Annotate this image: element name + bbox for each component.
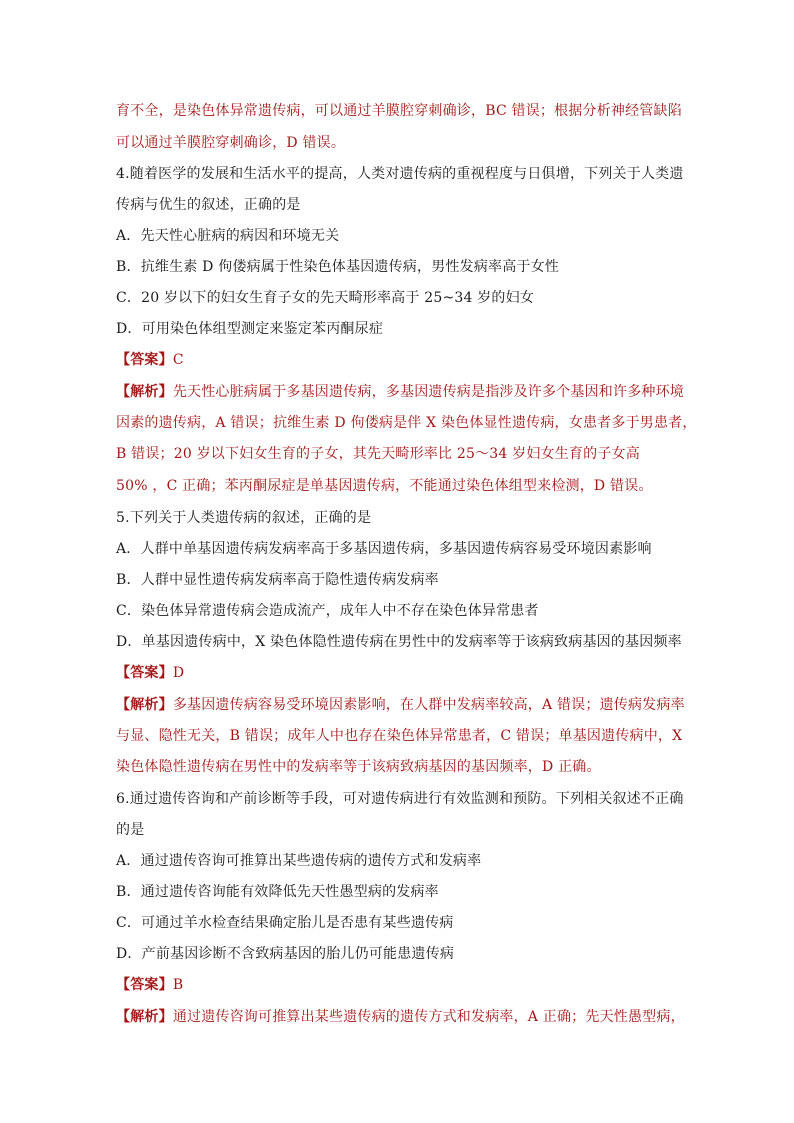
q5-answer-tag: 【答案】 — [116, 665, 173, 681]
q5-option-d: D．单基因遗传病中，X 染色体隐性遗传病在男性中的发病率等于该病致病基因的基因频率 — [116, 634, 682, 650]
q4-stem-line-2: 传病与优生的叙述，正确的是 — [116, 197, 301, 213]
q4-answer-value: C — [172, 352, 184, 368]
q6-answer-value: B — [172, 977, 184, 993]
q6-stem-line-1: 6.通过遗传咨询和产前诊断等手段，可对遗传病进行有效监测和预防。下列相关叙述不正确 — [116, 791, 684, 807]
q6-option-b: B．通过遗传咨询能有效降低先天性愚型病的发病率 — [116, 884, 439, 900]
q6-option-d: D．产前基因诊断不含致病基因的胎儿仍可能患遗传病 — [116, 946, 455, 962]
q4-answer-tag: 【答案】 — [116, 352, 173, 368]
q4-stem-line-1: 4.随着医学的发展和生活水平的提高，人类对遗传病的重视程度与日俱增，下列关于人类遗 — [116, 166, 684, 182]
q6-stem-line-2: 的是 — [116, 822, 145, 838]
q5-analysis-text-1: 多基因遗传病容易受环境因素影响，在人群中发病率较高，A 错误；遗传病发病率 — [172, 697, 685, 713]
q4-analysis-line-4: 50% ，C 正确；苯丙酮尿症是单基因遗传病，不能通过染色体组型来检测，D 错误。 — [116, 478, 653, 494]
q4-option-b: B．抗维生素 D 佝偻病属于性染色体基因遗传病，男性发病率高于女性 — [116, 259, 560, 275]
q5-option-c: C．染色体异常遗传病会造成流产，成年人中不存在染色体异常患者 — [116, 603, 539, 619]
q6-option-a: A．通过遗传咨询可推算出某些遗传病的遗传方式和发病率 — [116, 853, 482, 869]
q5-option-b: B．人群中显性遗传病发病率高于隐性遗传病发病率 — [116, 572, 439, 588]
q4-analysis-line-1 — [116, 382, 684, 402]
q5-answer-value: D — [172, 665, 185, 681]
carryover-line-2: 可以通过羊膜腔穿刺确诊，D 错误。 — [116, 135, 346, 151]
q5-stem-line-1: 5.下列关于人类遗传病的叙述，正确的是 — [116, 510, 372, 526]
q4-analysis-tag: 【解析】 — [116, 384, 173, 400]
q6-answer-tag: 【答案】 — [116, 977, 173, 993]
q5-analysis-tag: 【解析】 — [116, 697, 173, 713]
q5-analysis-line-3: 染色体隐性遗传病在男性中的发病率等于该病致病基因的基因频率，D 正确。 — [116, 759, 601, 775]
q4-option-d: D．可用染色体组型测定来鉴定苯丙酮尿症 — [116, 321, 384, 337]
q6-analysis-text-1: 通过遗传咨询可推算出某些遗传病的遗传方式和发病率，A 正确；先天性愚型病， — [172, 1009, 685, 1025]
q5-analysis-line-2: 与显、隐性无关，B 错误；成年人中也存在染色体异常患者，C 错误；单基因遗传病中，X — [116, 728, 683, 744]
q6-analysis-tag: 【解析】 — [116, 1009, 173, 1025]
q4-analysis-line-2: 因素的遗传病，A 错误；抗维生素 D 佝偻病是伴 X 染色体显性遗传病，女患者多于男患者， — [116, 415, 697, 431]
q6-option-c: C．可通过羊水检查结果确定胎儿是否患有某些遗传病 — [116, 915, 454, 931]
q4-option-a: A．先天性心脏病的病因和环境无关 — [116, 228, 340, 244]
q5-option-a: A．人群中单基因遗传病发病率高于多基因遗传病，多基因遗传病容易受环境因素影响 — [116, 541, 652, 557]
q6-answer-line — [116, 975, 183, 995]
q4-option-c: C．20 岁以下的妇女生育子女的先天畸形率高于 25~34 岁的妇女 — [116, 290, 535, 306]
q5-analysis-line-1 — [116, 695, 685, 715]
q4-analysis-line-3: B 错误；20 岁以下妇女生育的子女，其先天畸形率比 25～34 岁妇女生育的子女高 — [116, 446, 640, 462]
carryover-line-1: 育不全，是染色体异常遗传病，可以通过羊膜腔穿刺确诊，BC 错误；根据分析神经管缺陷 — [116, 103, 682, 119]
q6-analysis-line-1 — [116, 1007, 685, 1027]
q4-analysis-text-1: 先天性心脏病属于多基因遗传病，多基因遗传病是指涉及许多个基因和许多种环境 — [172, 384, 685, 400]
q4-answer-line — [116, 350, 184, 370]
q5-answer-line — [116, 663, 184, 683]
